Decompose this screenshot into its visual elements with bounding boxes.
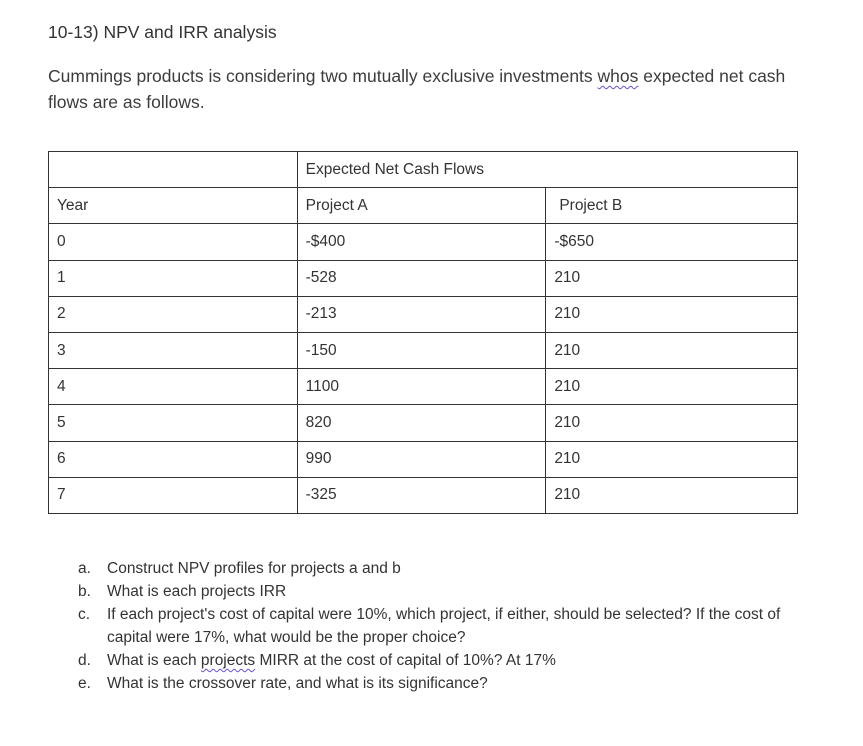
question-text-start: What is each — [107, 652, 201, 669]
year-cell: 2 — [49, 296, 298, 332]
problem-intro — [48, 63, 808, 115]
table-row — [49, 260, 798, 296]
question-marker: a. — [78, 560, 91, 577]
question-e — [78, 672, 798, 695]
year-column-header: Year — [49, 188, 298, 224]
question-b — [78, 580, 798, 603]
table-row — [49, 441, 798, 477]
spellcheck-flagged-word[interactable]: projects — [200, 652, 256, 669]
year-cell: 6 — [49, 441, 298, 477]
table-column-row — [49, 188, 798, 224]
question-marker: c. — [78, 606, 91, 623]
year-cell: 4 — [49, 369, 298, 405]
year-cell: 0 — [49, 224, 298, 260]
year-cell: 7 — [49, 477, 298, 513]
project-a-cell: -$400 — [297, 224, 546, 260]
table-row — [49, 224, 798, 260]
cash-flow-table — [48, 151, 798, 514]
question-text-end: MIRR at the cost of capital of 10%? At 17% — [255, 652, 556, 669]
project-b-cell: 210 — [546, 260, 798, 296]
project-b-cell: 210 — [546, 332, 798, 368]
project-b-cell: 210 — [546, 296, 798, 332]
question-d — [78, 649, 798, 672]
project-a-cell: -150 — [297, 332, 546, 368]
project-a-column-header: Project A — [297, 188, 546, 224]
question-text: If each project's cost of capital were 10%, which project, if either, should be selected? If the cost of capital were 17%, what would be the proper choice? — [107, 606, 781, 646]
project-b-cell: 210 — [546, 369, 798, 405]
question-marker: b. — [78, 583, 91, 600]
table-header-row — [49, 152, 798, 188]
question-text — [107, 652, 556, 669]
project-b-cell: -$650 — [546, 224, 798, 260]
table-row — [49, 332, 798, 368]
problem-title: 10-13) NPV and IRR analysis — [48, 22, 277, 42]
empty-header-cell — [49, 152, 298, 188]
project-a-cell: 1100 — [297, 369, 546, 405]
project-a-cell: -325 — [297, 477, 546, 513]
question-marker: e. — [78, 675, 91, 692]
question-text: What is the crossover rate, and what is its significance? — [107, 675, 488, 692]
table-row — [49, 369, 798, 405]
spellcheck-flagged-word[interactable]: whos — [597, 66, 639, 86]
question-a — [78, 557, 798, 580]
project-a-cell: 820 — [297, 405, 546, 441]
project-a-cell: -213 — [297, 296, 546, 332]
year-cell: 5 — [49, 405, 298, 441]
question-text: What is each projects IRR — [107, 583, 287, 600]
table-row — [49, 296, 798, 332]
question-marker: d. — [78, 652, 91, 669]
project-b-cell: 210 — [546, 477, 798, 513]
project-a-cell: 990 — [297, 441, 546, 477]
intro-text-start: Cummings products is considering two mutually exclusive investments — [48, 66, 598, 86]
question-text: Construct NPV profiles for projects a and b — [107, 560, 401, 577]
question-c — [78, 603, 798, 649]
table-row — [49, 477, 798, 513]
table-row — [49, 405, 798, 441]
intro-text-end: expected net cash flows are as follows. — [48, 66, 786, 112]
project-a-cell: -528 — [297, 260, 546, 296]
question-list — [78, 557, 798, 695]
project-b-column-header: Project B — [546, 188, 798, 224]
group-header-cell: Expected Net Cash Flows — [297, 152, 797, 188]
year-cell: 3 — [49, 332, 298, 368]
project-b-cell: 210 — [546, 441, 798, 477]
year-cell: 1 — [49, 260, 298, 296]
project-b-cell: 210 — [546, 405, 798, 441]
